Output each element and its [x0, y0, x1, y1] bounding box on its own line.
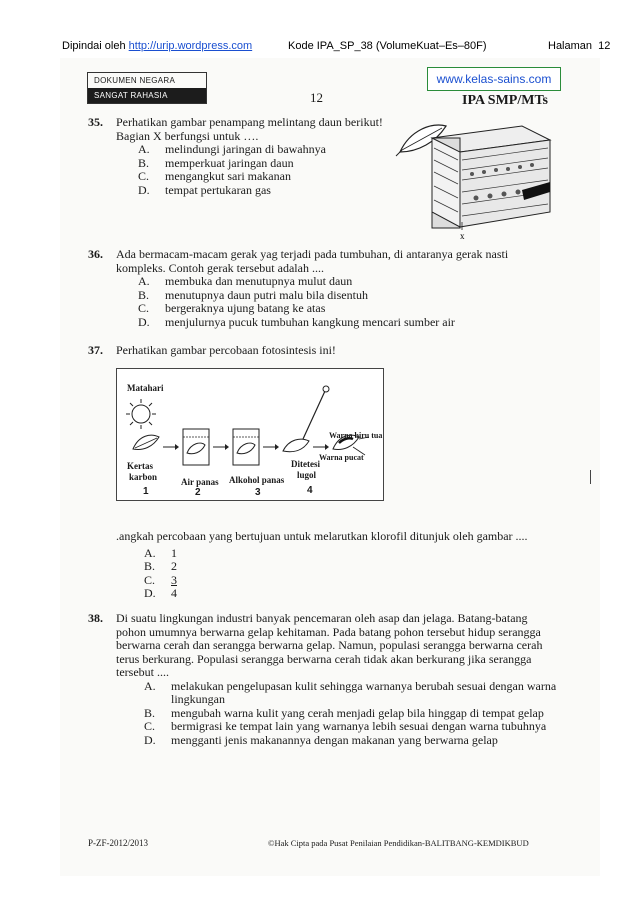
question-number: 38.	[88, 611, 103, 625]
label-kertas: Kertas	[127, 461, 153, 471]
page-number: 12	[598, 40, 611, 52]
margin-mark	[590, 470, 591, 484]
question-stem-line: pohon umumnya berwarna gelap kehitaman. Pada batang pohon tersebut hidup serangga	[116, 624, 541, 639]
question-number: 35.	[88, 115, 103, 129]
question-37-prompt	[116, 530, 586, 601]
option-c: C. 3	[144, 572, 177, 587]
doc-code: Kode IPA_SP_38 (VolumeKuat–Es–80F)	[288, 40, 487, 52]
option-c: C. bermigrasi ke tempat lain yang warnanya lebih sesuai dengan warna tubuhnya	[144, 719, 547, 733]
option-d: D. 4	[144, 586, 177, 600]
question-stem: Perhatikan gambar penampang melintang daun berikut!	[116, 115, 383, 129]
option-b: B. menutupnya daun putri malu bila disentuh	[138, 287, 368, 302]
sun-icon	[126, 399, 156, 429]
stamp-line-1: DOKUMEN NEGARA	[94, 76, 176, 85]
question-number: 37.	[88, 343, 103, 357]
label-karbon: karbon	[129, 472, 158, 482]
dropper-icon	[303, 391, 325, 439]
question-stem: Ada bermacam-macam gerak yag terjadi pada tumbuhan, di antaranya gerak nasti	[116, 247, 509, 261]
label-lugol: lugol	[297, 470, 317, 480]
marked-answer: 3	[171, 572, 177, 587]
question-stem-line: Di suatu lingkungan industri banyak pencemaran oleh asap dan jelaga. Batang-batang	[116, 611, 528, 625]
confidential-stamp	[87, 72, 207, 104]
option-b: B. 2	[144, 559, 177, 573]
question-stem: Perhatikan gambar percobaan fotosintesis ini!	[116, 343, 336, 357]
question-number: 36.	[88, 247, 103, 261]
site-badge[interactable]: www.kelas-sains.com	[427, 67, 561, 91]
photosynthesis-experiment-diagram	[116, 368, 384, 501]
page-indicator	[548, 40, 610, 52]
leaf-icon	[283, 439, 309, 452]
step-label-4: 4	[307, 485, 313, 496]
option-a: A. melakukan pengelupasan kulit sehingga warnanya berubah sesuai dengan warna	[144, 678, 557, 693]
option-b: B. memperkuat jaringan daun	[138, 155, 294, 170]
scan-credit	[62, 40, 252, 52]
label-matahari: Matahari	[127, 383, 164, 393]
option-b: B. mengubah warna kulit yang cerah menjadi gelap bila hinggap di tempat gelap	[144, 705, 544, 720]
option-a: A. membuka dan menutupnya mulut daun	[138, 274, 353, 288]
step-label-2: 2	[195, 487, 201, 498]
label-alkohol-panas: Alkohol panas	[229, 475, 285, 485]
question-35	[88, 116, 388, 197]
footer-code: P-ZF-2012/2013	[88, 838, 149, 848]
option-c: C. bergeraknya ujung batang ke atas	[138, 301, 326, 315]
leaf-cross-section-figure	[392, 112, 562, 242]
footer-copyright: ©Hak Cipta pada Pusat Penilaian Pendidikan-BALITBANG-KEMDIKBUD	[268, 838, 529, 848]
question-stem: .angkah percobaan yang bertujuan untuk melarutkan klorofil ditunjuk oleh gambar ....	[116, 529, 528, 543]
option-c: C. mengangkut sari makanan	[138, 169, 291, 183]
option-a-continued: lingkungan	[171, 692, 225, 706]
step-label-1: 1	[143, 486, 149, 497]
question-stem: kompleks. Contoh gerak tersebut adalah ....	[116, 260, 324, 275]
step-label-3: 3	[255, 487, 261, 498]
question-37	[88, 344, 558, 358]
option-d: D. tempat pertukaran gas	[138, 182, 271, 197]
question-stem-line: terus berkurang. Populasi serangga berwarna cerah tidak akan berkurang jika serangga	[116, 651, 532, 666]
label-warna-biru-tua: Warna biru tua	[329, 431, 383, 440]
question-38	[88, 612, 558, 747]
page-label: Halaman	[548, 40, 593, 52]
scan-prefix: Dipindai oleh	[62, 40, 126, 52]
subject-title: IPA SMP/MTs	[462, 93, 548, 108]
stamp-line-2: SANGAT RAHASIA	[88, 88, 206, 103]
label-air-panas: Air panas	[181, 477, 219, 487]
question-stem-line: tersebut ....	[116, 665, 169, 679]
scan-link[interactable]: http://urip.wordpress.com	[128, 40, 253, 52]
page-number-center: 12	[310, 90, 323, 105]
label-warna-pucat: Warna pucat	[319, 453, 364, 462]
option-a: A. melindungi jaringan di bawahnya	[138, 142, 326, 156]
question-stem: Bagian X berfungsi untuk ….	[116, 128, 259, 143]
option-a: A. 1	[144, 545, 177, 560]
option-d: D. menjulurnya pucuk tumbuhan kangkung mencari sumber air	[138, 314, 455, 329]
option-d: D. mengganti jenis makanannya dengan makanan yang berwarna gelap	[144, 732, 498, 747]
question-36	[88, 248, 558, 329]
question-stem-line: berwarna cerah dan serangga berwarna gelap. Namun, populasi serangga berwarna cerah	[116, 638, 543, 652]
label-ditetesi: Ditetesi	[291, 459, 320, 469]
figure-label-x: x	[460, 231, 465, 241]
